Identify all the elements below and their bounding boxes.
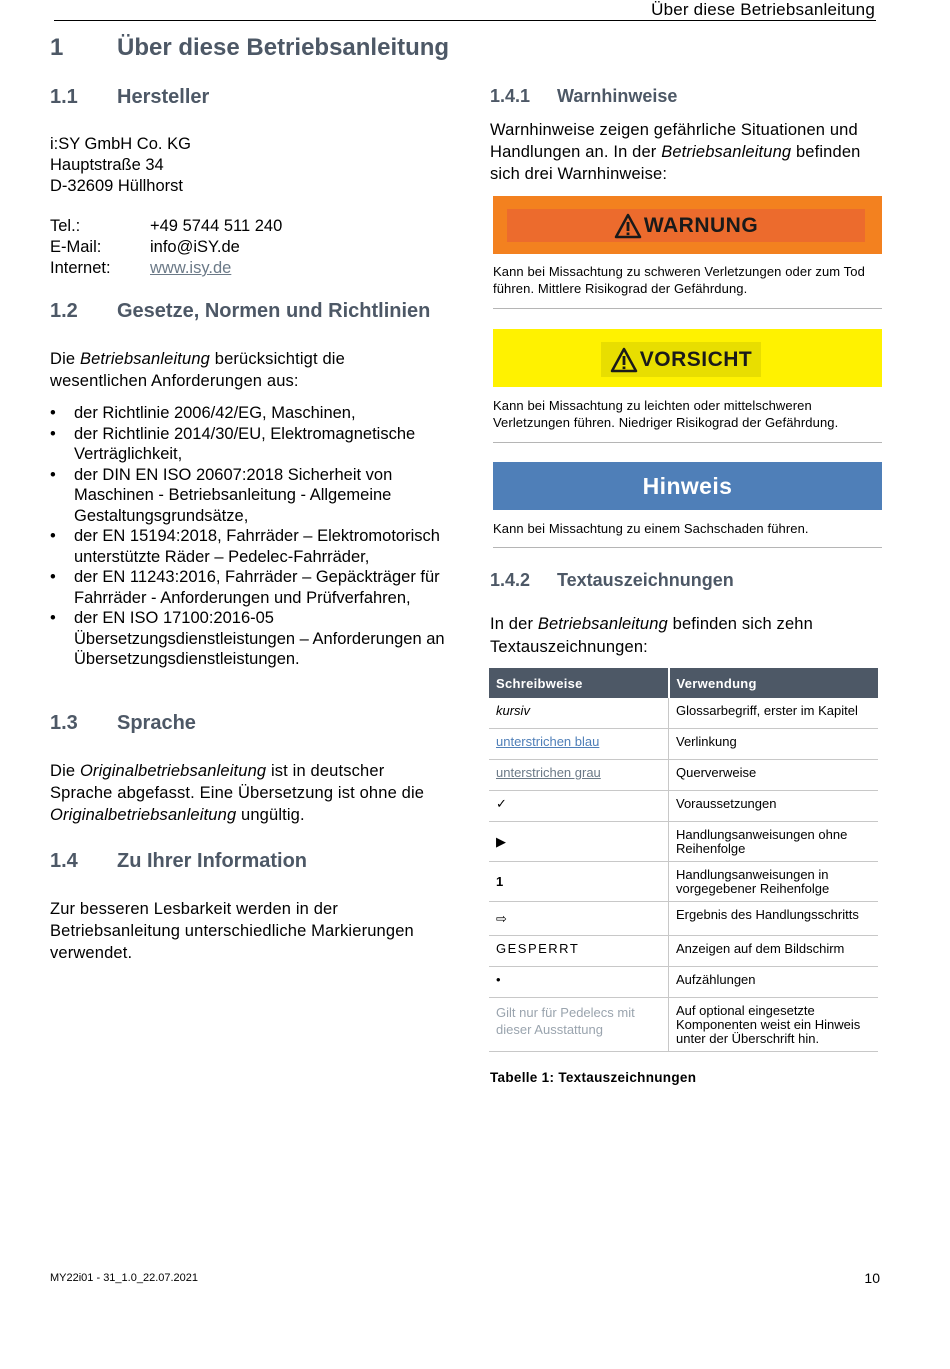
hinweis-description: Kann bei Missachtung zu einem Sachschaden führen. [493, 521, 809, 536]
table-row: GESPERRT Anzeigen auf dem Bildschirm [489, 936, 878, 967]
warning-triangle-icon [610, 347, 638, 373]
gesetze-intro: Die Betriebsanleitung berücksichtigt die wesentlichen Anforderungen aus: [50, 350, 345, 390]
separator [493, 547, 882, 548]
table-row: ✓ Voraussetzungen [489, 791, 878, 822]
column-header: Schreibweise [489, 668, 669, 698]
list-item: • der Richtlinie 2006/42/EG, Maschinen, [50, 403, 445, 424]
table-row: 1 Handlungsanweisungen in vorgegebener Reihenfolge [489, 862, 878, 902]
sprache-text: Die Originalbetriebsanleitung ist in deutscher Sprache abgefasst. Eine Übersetzung ist ohne die Originalbetriebsanleitung ungültig. [50, 762, 425, 824]
chapter-heading [50, 34, 449, 62]
bullet-icon: • [489, 967, 669, 998]
contact-phone: Tel.: +49 5744 511 240 [50, 217, 283, 235]
table-row: Gilt nur für Pedelecs mit dieser Ausstattung Auf optional eingesetzte Komponenten weist ein Hinweis unter der Überschrift hin. [489, 998, 878, 1052]
section-heading-information: 1.4 Zu Ihrer Information [50, 850, 307, 872]
list-item: • der Richtlinie 2014/30/EU, Elektromagnetische Verträglichkeit, [50, 424, 445, 465]
arrow-right-icon: ⇨ [489, 902, 669, 936]
table-row: ⇨ Ergebnis des Handlungsschritts [489, 902, 878, 936]
page-number: 10 [864, 1270, 880, 1286]
running-header: Über diese Betriebsanleitung [651, 0, 875, 19]
list-item: • der EN 15194:2018, Fahrräder – Elektromotorisch unterstützte Räder – Pedelec-Fahrräder, [50, 526, 445, 567]
warnung-banner [493, 196, 882, 254]
header-rule [54, 20, 876, 21]
warnung-label: WARNUNG [643, 213, 759, 237]
vorsicht-label: VORSICHT [639, 347, 753, 371]
contact-block [50, 216, 282, 279]
hinweis-banner [493, 462, 882, 510]
address-line: D-32609 Hüllhorst [50, 177, 183, 195]
chapter-title: Über diese Betriebsanleitung [117, 34, 450, 61]
markup-table [489, 668, 878, 1052]
warnhinweise-intro: Warnhinweise zeigen gefährliche Situationen und Handlungen an. In der Betriebsanleitung befinden sich drei Warnhinweise: [490, 121, 861, 183]
table-row: kursiv Glossarbegriff, erster im Kapitel [489, 698, 878, 729]
section-heading-sprache: 1.3 Sprache [50, 712, 196, 734]
table-header-row [489, 668, 878, 698]
contact-email: E-Mail: info@iSY.de [50, 238, 240, 256]
section-heading-textauszeichnungen: 1.4.2 Textauszeichnungen [490, 570, 734, 590]
section-heading-warnhinweise: 1.4.1 Warnhinweise [490, 86, 678, 106]
list-item: • der EN 11243:2016, Fahrräder – Gepäckträger für Fahrräder - Anforderungen und Prüfverfahren, [50, 567, 445, 608]
column-header: Verwendung [669, 668, 879, 698]
table-caption: Tabelle 1: Textauszeichnungen [490, 1070, 697, 1085]
separator [493, 442, 882, 443]
contact-internet: Internet: www.isy.de [50, 259, 232, 277]
section-heading-gesetze: 1.2 Gesetze, Normen und Richtlinien [50, 300, 431, 322]
hinweis-label: Hinweis [642, 472, 733, 499]
website-link[interactable]: www.isy.de [150, 259, 232, 277]
chapter-number: 1 [50, 34, 64, 61]
list-item: • der DIN EN ISO 20607:2018 Sicherheit von Maschinen - Betriebsanleitung - Allgemeine Gestaltungsgrundsätze, [50, 465, 445, 527]
checkmark-icon: ✓ [489, 791, 669, 822]
section-heading-hersteller: 1.1 Hersteller [50, 86, 210, 108]
warning-triangle-icon [614, 213, 642, 239]
triangle-right-icon: ▶ [489, 822, 669, 862]
address-line: Hauptstraße 34 [50, 156, 164, 174]
table-row: • Aufzählungen [489, 967, 878, 998]
separator [493, 308, 882, 309]
warnung-description: Kann bei Missachtung zu schweren Verletzungen oder zum Tod führen. Mittlere Risikograd der Gefährdung. [493, 264, 865, 296]
manufacturer-address [50, 134, 191, 197]
list-item: • der EN ISO 17100:2016-05 Übersetzungsdienstleistungen – Anforderungen an Übersetzungsdienstleistungen. [50, 608, 445, 670]
table-row: unterstrichen grau Querverweise [489, 760, 878, 791]
address-line: i:SY GmbH Co. KG [50, 135, 191, 153]
information-text: Zur besseren Lesbarkeit werden in der Betriebsanleitung unterschiedliche Markierungen verwendet. [50, 900, 414, 962]
vorsicht-banner [493, 329, 882, 387]
norms-list [50, 403, 445, 670]
table-row: unterstrichen blau Verlinkung [489, 729, 878, 760]
textauszeichnungen-intro: In der Betriebsanleitung befinden sich zehn Textauszeichnungen: [490, 615, 813, 656]
vorsicht-description: Kann bei Missachtung zu leichten oder mittelschweren Verletzungen führen. Niedriger Risikograd der Gefährdung. [493, 398, 839, 430]
document-id: MY22i01 - 31_1.0_22.07.2021 [50, 1272, 199, 1284]
table-row: ▶ Handlungsanweisungen ohne Reihenfolge [489, 822, 878, 862]
